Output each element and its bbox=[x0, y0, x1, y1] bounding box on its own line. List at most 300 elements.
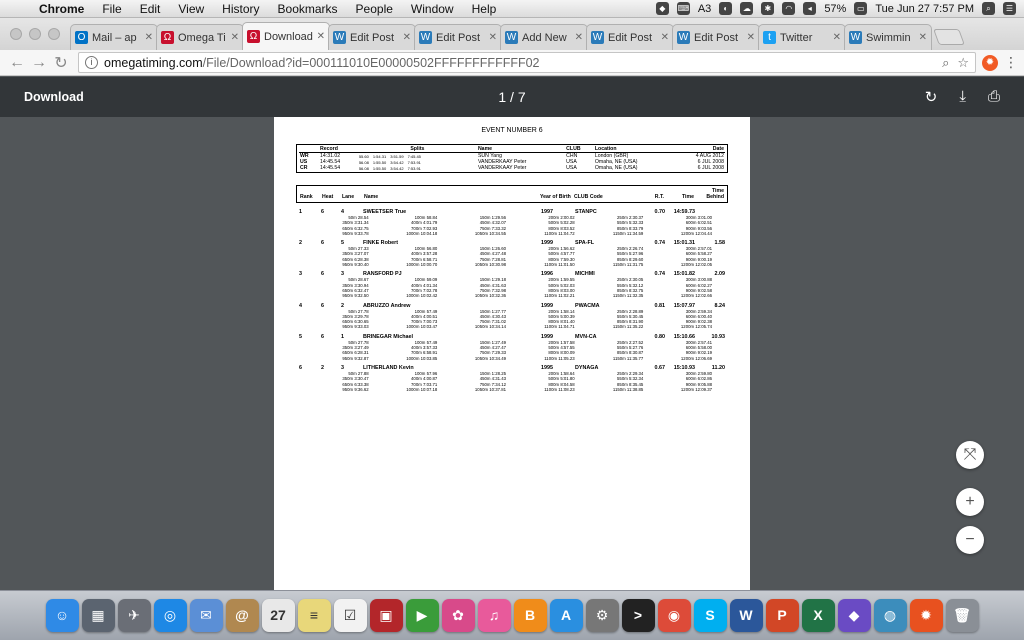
record-date: 4 AUG 2012 bbox=[695, 153, 724, 159]
record-split: 7:53.91 bbox=[407, 159, 421, 165]
split-time: 1000m 10:03.85 bbox=[406, 355, 438, 361]
split-time: 1150m 11:32.35 bbox=[612, 293, 644, 299]
swimmer-result bbox=[296, 240, 728, 267]
records-col-date: Date bbox=[672, 146, 725, 153]
final-time: 15:01.31 bbox=[673, 240, 695, 247]
split-time: 1100m 11:05.23 bbox=[544, 355, 575, 361]
app-store-icon[interactable]: A bbox=[550, 599, 583, 632]
time-behind: 8.24 bbox=[714, 302, 725, 309]
volume-icon[interactable]: ◂ bbox=[803, 2, 816, 15]
record-split: 3:51.59 bbox=[390, 153, 404, 159]
split-time: 150m 1:29.18 bbox=[479, 277, 506, 283]
wordpress-icon: W bbox=[592, 32, 603, 43]
bookmark-star-icon[interactable]: ☆ bbox=[957, 54, 969, 70]
menu-edit[interactable]: Edit bbox=[139, 1, 161, 16]
tab-9[interactable] bbox=[844, 24, 932, 50]
itunes-icon[interactable]: ♫ bbox=[478, 599, 511, 632]
record-split: 7:45.45 bbox=[407, 153, 421, 159]
tab-close-icon[interactable]: ✕ bbox=[316, 31, 325, 42]
year-of-birth: 1999 bbox=[541, 240, 553, 247]
record-code: CR bbox=[300, 165, 308, 171]
safari-icon[interactable]: ◎ bbox=[154, 599, 187, 632]
launchpad-icon[interactable]: ✈ bbox=[118, 599, 151, 632]
split-time: 1000m 10:00.70 bbox=[406, 262, 438, 268]
split-time: 400m 4:00.51 bbox=[411, 313, 438, 319]
menubar-tray bbox=[656, 2, 1024, 15]
final-time: 15:10.66 bbox=[673, 333, 695, 340]
split-time: 1150m 11:38.85 bbox=[612, 386, 644, 392]
calendar-icon[interactable]: 27 bbox=[262, 599, 295, 632]
dropbox-icon[interactable]: ◆ bbox=[656, 2, 669, 15]
split-time: 800m 7:59.30 bbox=[548, 256, 575, 262]
col-name: Name bbox=[364, 194, 379, 200]
split-time: 350m 3:30.47 bbox=[342, 376, 369, 382]
tabs bbox=[70, 22, 930, 50]
record-location: Omaha, NE (USA) bbox=[594, 159, 638, 165]
split-time: 50m 27.88 bbox=[348, 370, 369, 376]
split-time: 1100m 11:04.72 bbox=[544, 230, 575, 236]
split-time: 300m 2:57.41 bbox=[685, 339, 712, 345]
split-time: 750m 7:29.33 bbox=[479, 350, 506, 356]
app-icon[interactable]: ◆ bbox=[838, 599, 871, 632]
swimmer-name: RANSFORD PJ bbox=[363, 271, 402, 278]
back-icon[interactable]: ← bbox=[9, 53, 25, 71]
split-time: 950m 9:32.87 bbox=[342, 355, 369, 361]
mission-control-icon[interactable]: ▦ bbox=[82, 599, 115, 632]
records-box bbox=[296, 144, 728, 173]
menu-help[interactable]: Help bbox=[471, 1, 497, 16]
record-name: SUN Yang bbox=[477, 153, 502, 159]
split-time: 800m 8:03.52 bbox=[548, 225, 575, 231]
pdf-page bbox=[274, 117, 750, 590]
tab-close-icon[interactable]: ✕ bbox=[144, 32, 153, 43]
window-controls bbox=[0, 28, 70, 50]
rank: 5 bbox=[299, 333, 302, 340]
record-split: 1:54.31 bbox=[372, 153, 387, 159]
notes-icon[interactable]: ≡ bbox=[298, 599, 331, 632]
split-time: 600m 6:02.86 bbox=[685, 376, 712, 382]
cloud-icon[interactable]: ☁ bbox=[740, 2, 753, 15]
print-icon[interactable]: ⎙ bbox=[987, 88, 1000, 105]
fit-page-button[interactable] bbox=[956, 441, 984, 469]
reaction-time: 0.67 bbox=[654, 364, 665, 371]
heat: 6 bbox=[321, 333, 324, 340]
split-time: 600m 5:58.27 bbox=[685, 251, 712, 257]
split-time: 50m 28.67 bbox=[348, 277, 369, 283]
col-time: Time bbox=[681, 194, 694, 200]
split-time: 350m 3:27.07 bbox=[342, 251, 369, 257]
heat: 6 bbox=[321, 240, 324, 247]
record-date: 6 JUL 2008 bbox=[697, 165, 724, 171]
swimming-icon: W bbox=[850, 32, 861, 43]
tab-label: Edit Post bbox=[608, 31, 653, 44]
split-time: 700m 7:02.93 bbox=[411, 225, 438, 231]
tab-label: Edit Post bbox=[694, 31, 739, 44]
year-of-birth: 1999 bbox=[541, 333, 553, 340]
split-time: 50m 27.33 bbox=[348, 246, 369, 252]
split-time: 150m 1:27.77 bbox=[479, 308, 506, 314]
split-time: 850m 8:33.79 bbox=[617, 225, 644, 231]
new-tab-button[interactable] bbox=[933, 29, 965, 45]
forward-icon[interactable]: → bbox=[31, 53, 47, 71]
record-name: VANDERKAAY Peter bbox=[477, 165, 527, 171]
split-time: 350m 3:29.78 bbox=[342, 313, 369, 319]
pdf-title: Download bbox=[24, 90, 84, 104]
skype-icon[interactable]: S bbox=[694, 599, 727, 632]
menu-view[interactable]: View bbox=[178, 1, 205, 16]
split-time: 1200m 12:02.66 bbox=[680, 293, 712, 299]
zoom-window-button[interactable] bbox=[48, 28, 60, 40]
contacts-icon[interactable]: @ bbox=[226, 599, 259, 632]
tab-2[interactable] bbox=[242, 22, 330, 50]
record-name: VANDERKAAY Peter bbox=[477, 159, 527, 165]
split-time: 750m 7:28.81 bbox=[479, 256, 506, 262]
keyboard-icon[interactable]: ⌨ bbox=[677, 4, 690, 13]
battery-percent[interactable]: 57% bbox=[824, 2, 847, 15]
split-time: 700m 7:02.78 bbox=[411, 287, 438, 293]
split-time: 450m 4:27.47 bbox=[479, 345, 506, 351]
year-of-birth: 1995 bbox=[541, 364, 553, 371]
rank: 1 bbox=[299, 209, 302, 215]
records-col-splits: Splits bbox=[358, 146, 477, 153]
wordpress-icon: W bbox=[420, 32, 431, 43]
split-time: 1100m 11:01.50 bbox=[544, 262, 575, 268]
photos-icon[interactable]: ✿ bbox=[442, 599, 475, 632]
results-header bbox=[296, 185, 728, 203]
year-of-birth: 1997 bbox=[541, 209, 553, 215]
record-location: London (GBR) bbox=[594, 153, 629, 159]
split-time: 450m 4:30.43 bbox=[479, 313, 506, 319]
system-preferences-icon[interactable]: ⚙ bbox=[586, 599, 619, 632]
split-time: 500m 5:02.03 bbox=[548, 282, 575, 288]
excel-icon[interactable]: X bbox=[802, 599, 835, 632]
year-of-birth: 1996 bbox=[541, 271, 553, 278]
menu-file[interactable]: File bbox=[102, 1, 122, 16]
burn-icon[interactable]: ✹ bbox=[910, 599, 943, 632]
split-time: 900m 9:02.58 bbox=[685, 287, 712, 293]
split-time: 300m 2:57.01 bbox=[685, 246, 712, 252]
heat: 6 bbox=[321, 209, 324, 215]
split-time: 800m 8:01.40 bbox=[548, 319, 575, 325]
record-split: 3:54.42 bbox=[390, 159, 404, 165]
tab-close-icon[interactable]: ✕ bbox=[746, 32, 755, 43]
rank: 4 bbox=[299, 302, 302, 309]
split-time: 1150m 11:35.77 bbox=[612, 355, 644, 361]
site-info-icon[interactable]: i bbox=[85, 56, 98, 69]
reminders-icon[interactable]: ☑ bbox=[334, 599, 367, 632]
tab-close-icon[interactable]: ✕ bbox=[488, 32, 497, 43]
split-time: 800m 8:04.58 bbox=[548, 381, 575, 387]
year-of-birth: 1999 bbox=[541, 302, 553, 309]
wordpress-icon: W bbox=[678, 32, 689, 43]
bluetooth-icon[interactable]: ✱ bbox=[761, 2, 774, 15]
club-code: MICHMI bbox=[575, 271, 595, 278]
plus-icon: + bbox=[965, 493, 975, 510]
split-time: 1200m 12:04.44 bbox=[680, 230, 712, 236]
facetime-icon[interactable]: ▶ bbox=[406, 599, 439, 632]
heat: 6 bbox=[321, 271, 324, 278]
split-time: 50m 27.78 bbox=[348, 308, 369, 314]
split-time: 550m 5:32.12 bbox=[617, 282, 644, 288]
tab-label: Twitter bbox=[780, 31, 813, 44]
tab-7[interactable] bbox=[672, 24, 760, 50]
record-club: CHN bbox=[566, 153, 578, 159]
download-icon[interactable]: ⤓ bbox=[959, 88, 966, 105]
split-time: 400m 4:01.79 bbox=[411, 220, 438, 226]
zoom-in-button[interactable] bbox=[956, 488, 984, 516]
split-time: 800m 8:03.00 bbox=[548, 287, 575, 293]
record-club: USA bbox=[566, 159, 577, 165]
circle-icon[interactable]: ◐ bbox=[719, 2, 732, 15]
split-time: 900m 9:02.38 bbox=[685, 319, 712, 325]
swimmer-name: LITHERLAND Kevin bbox=[363, 364, 414, 371]
tab-close-icon[interactable]: ✕ bbox=[832, 32, 841, 43]
notification-center-icon[interactable]: ☰ bbox=[1003, 2, 1016, 15]
address-bar[interactable] bbox=[78, 52, 976, 73]
split-time: 150m 1:27.49 bbox=[479, 339, 506, 345]
menu-window[interactable]: Window bbox=[410, 1, 454, 16]
tab-6[interactable] bbox=[586, 24, 674, 50]
reload-icon[interactable]: ↻ bbox=[54, 54, 68, 72]
ibooks-icon[interactable]: B bbox=[514, 599, 547, 632]
col-yob: Year of Birth bbox=[540, 194, 571, 200]
split-time: 500m 5:02.28 bbox=[548, 220, 575, 226]
tab-8[interactable] bbox=[758, 24, 846, 50]
split-time: 100m 59.09 bbox=[414, 277, 438, 283]
split-time: 600m 6:02.51 bbox=[685, 220, 712, 226]
final-time: 15:01.82 bbox=[673, 271, 695, 278]
split-time: 750m 7:34.12 bbox=[479, 381, 506, 387]
tab-label: Edit Post bbox=[350, 31, 395, 44]
reaction-time: 0.74 bbox=[654, 240, 665, 247]
reaction-time: 0.80 bbox=[654, 333, 665, 340]
split-time: 650m 6:32.75 bbox=[342, 225, 369, 231]
club-code: DYNAGA bbox=[575, 364, 599, 371]
col-rank: Rank bbox=[300, 194, 313, 200]
split-time: 350m 3:30.94 bbox=[342, 282, 369, 288]
powerpoint-icon[interactable]: P bbox=[766, 599, 799, 632]
heat: 6 bbox=[321, 302, 324, 309]
split-time: 850m 8:35.45 bbox=[617, 381, 644, 387]
split-time: 400m 3:57.33 bbox=[411, 345, 438, 351]
twitter-icon: t bbox=[763, 31, 776, 44]
split-time: 850m 8:29.60 bbox=[617, 256, 644, 262]
record-time: 14:45.54 bbox=[320, 165, 341, 171]
split-time: 1050m 10:32.36 bbox=[474, 293, 506, 299]
zoom-out-button[interactable] bbox=[956, 526, 984, 554]
menu-bookmarks[interactable]: Bookmarks bbox=[277, 1, 338, 16]
split-time: 600m 6:00.40 bbox=[685, 313, 712, 319]
time-behind: 2.09 bbox=[714, 271, 725, 278]
swimmer-name: SWEETSER True bbox=[363, 209, 407, 215]
split-time: 1200m 12:02.05 bbox=[680, 262, 712, 268]
mac-menubar bbox=[0, 0, 1024, 18]
club-code: SPA-FL bbox=[575, 240, 595, 247]
tab-close-icon[interactable]: ✕ bbox=[574, 32, 583, 43]
split-time: 300m 2:59.80 bbox=[685, 370, 712, 376]
tab-label: Mail – ap bbox=[92, 31, 137, 44]
url-path: /File/Download?id=000111010E00000502FFFFFFFFFFFF02 bbox=[202, 55, 540, 70]
split-time: 400m 4:00.87 bbox=[411, 376, 438, 382]
tab-5[interactable] bbox=[500, 24, 588, 50]
split-time: 450m 4:32.07 bbox=[479, 220, 506, 226]
heat: 2 bbox=[321, 364, 324, 371]
split-time: 400m 3:57.28 bbox=[411, 251, 438, 257]
tab-close-icon[interactable]: ✕ bbox=[660, 32, 669, 43]
record-date: 6 JUL 2008 bbox=[697, 159, 724, 165]
split-time: 400m 4:01.34 bbox=[411, 282, 438, 288]
network-icon[interactable]: ◍ bbox=[874, 599, 907, 632]
records-table bbox=[299, 146, 725, 171]
finder-icon[interactable]: ☺ bbox=[46, 599, 79, 632]
record-split: 55.60 bbox=[358, 153, 369, 159]
tray-text[interactable]: A3 bbox=[697, 2, 712, 15]
record-split: 3:54.42 bbox=[390, 165, 404, 171]
split-time: 1150m 11:34.59 bbox=[612, 230, 644, 236]
split-times bbox=[296, 309, 728, 330]
split-time: 1200m 12:06.69 bbox=[680, 355, 712, 361]
tab-label: Edit Post bbox=[436, 31, 481, 44]
pdf-viewer bbox=[0, 117, 1024, 590]
lane: 4 bbox=[341, 209, 344, 215]
tab-1[interactable] bbox=[156, 24, 244, 50]
split-time: 450m 4:27.48 bbox=[479, 251, 506, 257]
lane: 3 bbox=[341, 271, 344, 278]
split-times bbox=[296, 215, 728, 236]
menu-app-name[interactable]: Chrome bbox=[39, 1, 85, 16]
swimmer-result bbox=[296, 209, 728, 236]
tab-close-icon[interactable]: ✕ bbox=[230, 32, 239, 43]
split-time: 200m 1:59.55 bbox=[548, 277, 575, 283]
split-time: 1200m 12:05.74 bbox=[680, 324, 712, 330]
dock bbox=[0, 590, 1024, 640]
split-time: 650m 6:32.47 bbox=[342, 287, 369, 293]
spotlight-icon[interactable]: ⌕ bbox=[982, 2, 995, 15]
extension-icon[interactable]: ✹ bbox=[982, 55, 998, 71]
split-time: 700m 7:00.73 bbox=[411, 319, 438, 325]
club-code: MVN-CA bbox=[575, 333, 597, 340]
split-time: 700m 7:03.71 bbox=[411, 381, 438, 387]
lane: 5 bbox=[341, 240, 344, 247]
split-time: 300m 3:01.00 bbox=[685, 215, 712, 220]
menu-people[interactable]: People bbox=[355, 1, 393, 16]
tab-3[interactable] bbox=[328, 24, 416, 50]
results-list bbox=[296, 209, 728, 392]
split-time: 1150m 11:35.22 bbox=[612, 324, 644, 330]
split-time: 500m 5:01.80 bbox=[548, 376, 575, 382]
split-time: 600m 6:02.27 bbox=[685, 282, 712, 288]
split-time: 200m 2:00.02 bbox=[548, 215, 575, 220]
trash-icon[interactable]: 🗑 bbox=[946, 599, 979, 632]
split-time: 550m 5:30.45 bbox=[617, 313, 644, 319]
split-time: 300m 2:59.34 bbox=[685, 308, 712, 314]
split-time: 200m 1:56.62 bbox=[548, 246, 575, 252]
close-window-button[interactable] bbox=[10, 28, 22, 40]
event-title: EVENT NUMBER 6 bbox=[481, 127, 543, 134]
rotate-icon[interactable]: ↻ bbox=[924, 89, 938, 106]
swimmer-result bbox=[296, 334, 728, 361]
swimmer-result bbox=[296, 365, 728, 392]
split-time: 100m 57.96 bbox=[414, 370, 438, 376]
tab-0[interactable] bbox=[70, 24, 158, 50]
menu-history[interactable]: History bbox=[222, 1, 260, 16]
split-time: 250m 2:26.74 bbox=[617, 246, 644, 252]
split-time: 700m 6:58.91 bbox=[411, 350, 438, 356]
split-time: 500m 4:57.55 bbox=[548, 345, 575, 351]
chrome-icon[interactable]: ◉ bbox=[658, 599, 691, 632]
final-time: 15:10.93 bbox=[673, 364, 695, 371]
split-time: 450m 4:31.43 bbox=[479, 376, 506, 382]
split-time: 950m 9:33.78 bbox=[342, 230, 369, 236]
split-time: 100m 57.49 bbox=[414, 308, 438, 314]
split-time: 800m 8:00.09 bbox=[548, 350, 575, 356]
record-split: 56.08 bbox=[358, 159, 369, 165]
omega-icon: Ω bbox=[247, 30, 260, 43]
split-times bbox=[296, 277, 728, 298]
split-time: 850m 8:32.75 bbox=[617, 287, 644, 293]
col-heat: Heat bbox=[322, 194, 334, 200]
clock[interactable]: Tue Jun 27 7:57 PM bbox=[875, 2, 974, 15]
records-col-club: CLUB bbox=[565, 146, 594, 153]
split-time: 900m 9:03.56 bbox=[685, 225, 712, 231]
record-split: 1:55.50 bbox=[372, 165, 387, 171]
split-time: 100m 58.84 bbox=[414, 215, 438, 220]
col-club: CLUB Code bbox=[574, 194, 603, 200]
photo-booth-icon[interactable]: ▣ bbox=[370, 599, 403, 632]
split-time: 900m 9:00.19 bbox=[685, 256, 712, 262]
split-time: 900m 9:02.19 bbox=[685, 350, 712, 356]
tab-4[interactable] bbox=[414, 24, 502, 50]
word-icon[interactable]: W bbox=[730, 599, 763, 632]
split-times bbox=[296, 340, 728, 361]
wifi-icon[interactable]: ◠ bbox=[782, 2, 795, 15]
search-icon[interactable]: ⌕ bbox=[942, 54, 950, 70]
terminal-icon[interactable]: > bbox=[622, 599, 655, 632]
mail-icon: O bbox=[75, 31, 88, 44]
split-time: 950m 9:30.40 bbox=[342, 262, 369, 268]
split-time: 950m 9:32.50 bbox=[342, 293, 369, 299]
split-time: 1000m 10:03.47 bbox=[406, 324, 438, 330]
chrome-menu-icon[interactable]: ⋮ bbox=[1004, 54, 1018, 70]
record-split: 56.08 bbox=[358, 165, 369, 171]
mail-app-icon[interactable]: ✉ bbox=[190, 599, 223, 632]
tab-close-icon[interactable]: ✕ bbox=[918, 32, 927, 43]
record-split: 1:55.50 bbox=[372, 159, 387, 165]
split-time: 250m 2:28.89 bbox=[617, 308, 644, 314]
rank: 6 bbox=[299, 364, 302, 371]
split-time: 100m 56.80 bbox=[414, 246, 438, 252]
split-time: 250m 2:30.37 bbox=[617, 215, 644, 220]
minimize-window-button[interactable] bbox=[29, 28, 41, 40]
minus-icon: − bbox=[965, 531, 975, 548]
record-code: US bbox=[300, 159, 308, 165]
reaction-time: 0.81 bbox=[654, 302, 665, 309]
split-time: 500m 5:00.39 bbox=[548, 313, 575, 319]
split-time: 650m 6:30.65 bbox=[342, 319, 369, 325]
split-time: 1050m 10:37.81 bbox=[474, 386, 506, 392]
record-time: 14:45.54 bbox=[320, 159, 341, 165]
record-splits bbox=[358, 165, 477, 171]
tab-close-icon[interactable]: ✕ bbox=[402, 32, 411, 43]
split-time: 1050m 10:34.55 bbox=[474, 230, 506, 236]
split-time: 250m 2:30.05 bbox=[617, 277, 644, 283]
split-time: 100m 57.49 bbox=[414, 339, 438, 345]
pdf-toolbar bbox=[0, 77, 1024, 117]
battery-icon[interactable]: ▭ bbox=[854, 2, 867, 15]
split-time: 850m 8:30.87 bbox=[617, 350, 644, 356]
record-club: USA bbox=[566, 165, 577, 171]
split-time: 850m 8:31.90 bbox=[617, 319, 644, 325]
